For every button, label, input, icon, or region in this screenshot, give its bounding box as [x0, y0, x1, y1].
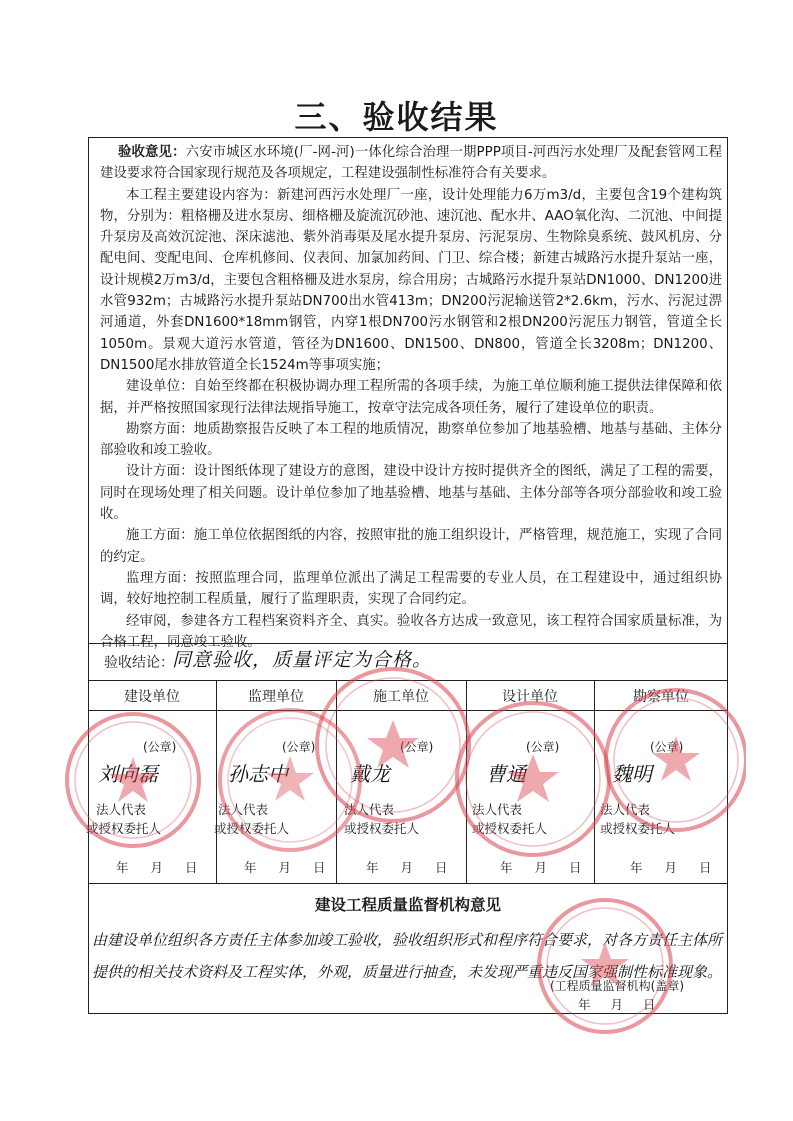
opinion-paragraph-4: 勘察方面：地质勘察报告反映了本工程的地质情况，勘察单位参加了地基验槽、地基与基础、主体分部验收和竣工验收。	[100, 421, 722, 459]
divider-line	[88, 883, 728, 884]
column-divider	[594, 680, 595, 883]
seal-label: (公章)	[650, 740, 684, 754]
legal-rep-label: 法人代表	[96, 802, 147, 817]
date-field: 年月日	[500, 860, 604, 875]
legal-rep-label: 法人代表	[218, 802, 269, 817]
opinion-paragraph-3: 建设单位：自始至终都在积极协调办理工程所需的各项手续，为施工单位顺利施工提供法律保障和依据，并严格按照国家现行法律法规指导施工，按章守法完成各项任务，履行了建设单位的职责。	[100, 379, 722, 416]
unit-header-construction: 建设单位	[124, 689, 180, 705]
seal-label: (公章)	[282, 740, 316, 754]
authorized-agent-label: 或授权委托人	[600, 821, 676, 836]
conclusion-handwriting: 同意验收，质量评定为合格。	[172, 649, 433, 671]
unit-header-supervision: 监理单位	[248, 689, 304, 705]
opinion-text-1: 六安市城区水环境(厂-网-河)一体化综合治理一期PPP项目-河西污水处理厂及配套管网工程建设要求符合国家现行规范及各项规定，工程建设强制性标准符合有关要求。	[100, 145, 723, 182]
conclusion-label: 验收结论：	[104, 655, 174, 671]
opinion-paragraph-6: 施工方面：施工单位依据图纸的内容，按照审批的施工组织设计，严格管理，规范施工，实现了合同的约定。	[100, 528, 722, 565]
divider-line	[88, 643, 728, 644]
date-field: 年月日	[244, 860, 348, 875]
signature: 孙志中	[228, 762, 288, 786]
column-divider	[336, 680, 337, 883]
page-title: 三、验收结果	[294, 98, 499, 136]
seal-label: (公章)	[143, 740, 177, 754]
seal-label: (公章)	[526, 740, 560, 754]
signature: 刘向磊	[98, 762, 158, 786]
unit-header-survey: 勘察单位	[633, 689, 689, 705]
legal-rep-label: 法人代表	[472, 802, 523, 817]
opinion-label: 验收意见：	[118, 145, 186, 160]
opinion-paragraph-1	[100, 142, 722, 185]
signature: 戴龙	[350, 762, 390, 786]
column-divider	[216, 680, 217, 883]
seal-label: (公章)	[400, 740, 434, 754]
supervision-section-title: 建设工程质量监督机构意见	[314, 896, 501, 914]
signature: 曹通	[486, 762, 526, 786]
supervision-handwritten-opinion: 由建设单位组织各方责任主体参加竣工验收，验收组织形式和程序符合要求，对各方责任主体所提供的相关技术资料及工程实体，外观，质量进行抽查，未发现严重违反国家强制性标准现象。	[92, 931, 723, 981]
authorized-agent-label: 或授权委托人	[344, 821, 420, 836]
legal-rep-label: 法人代表	[600, 802, 651, 817]
unit-header-contractor: 施工单位	[373, 689, 429, 705]
divider-line	[88, 680, 728, 681]
unit-header-design: 设计单位	[502, 689, 558, 705]
date-field: 年月日	[366, 860, 470, 875]
column-divider	[466, 680, 467, 883]
opinion-paragraph-2: 本工程主要建设内容为：新建河西污水处理厂一座，设计处理能力6万m3/d，主要包含19个建构筑物，分别为：粗格栅及进水泵房、细格栅及旋流沉砂池、速沉池、配水井、AAO氧化沟、二沉池、中间提升泵房及高效沉淀池、深床滤池、紫外消毒渠及尾水提升泵房、污泥泵房、生物除臭系统、鼓风机房、分配电间、变配电间、仓库机修间、仪表间、加氯加药间、门卫、综合楼；新建古城路污水提升泵站一座，设计规模2万m3/d，主要包含粗格栅及进水泵房，综合用房；古城路污水提升泵站DN1000、DN1200进水管932m；古城路污水提升泵站DN700出水管413m；DN200污泥输送管2*2.6km，污水、污泥过淠河通道，外套DN1600*18mm钢管，内穿1根DN700污水钢管和2根DN200污泥压力钢管，管道全长1050m。景观大道污水管道，管径为DN1600、DN1500、DN800，管道全长3208m；DN1200、DN1500尾水排放管道全长1524m等事项实施；	[100, 187, 722, 373]
divider-line	[88, 710, 728, 711]
date-field: 年月日	[630, 860, 734, 875]
opinion-paragraph-8: 经审阅，参建各方工程档案资料齐全、真实。验收各方达成一致意见，该工程符合国家质量标准，为合格工程，同意竣工验收。	[100, 613, 722, 650]
date-field: 年月日	[116, 860, 220, 875]
authorized-agent-label: 或授权委托人	[86, 821, 162, 836]
authorized-agent-label: 或授权委托人	[214, 821, 290, 836]
opinion-paragraph-5: 设计方面：设计图纸体现了建设方的意图，建设中设计方按时提供齐全的图纸，满足了工程的需要，同时在现场处理了相关问题。设计单位参加了地基验槽、地基与基础、主体分部等各项分部验收和竣工验收。	[100, 464, 722, 523]
authorized-agent-label: 或授权委托人	[472, 821, 548, 836]
supervision-signer-label: (工程质量监督机构(盖章)	[550, 979, 685, 993]
signature: 魏明	[612, 762, 652, 786]
acceptance-opinion	[100, 142, 722, 653]
supervision-date-field: 年月日	[578, 997, 676, 1012]
legal-rep-label: 法人代表	[344, 802, 395, 817]
opinion-paragraph-7: 监理方面：按照监理合同，监理单位派出了满足工程需要的专业人员，在工程建设中，通过组织协调，较好地控制工程质量，履行了监理职责，实现了合同约定。	[100, 570, 722, 608]
